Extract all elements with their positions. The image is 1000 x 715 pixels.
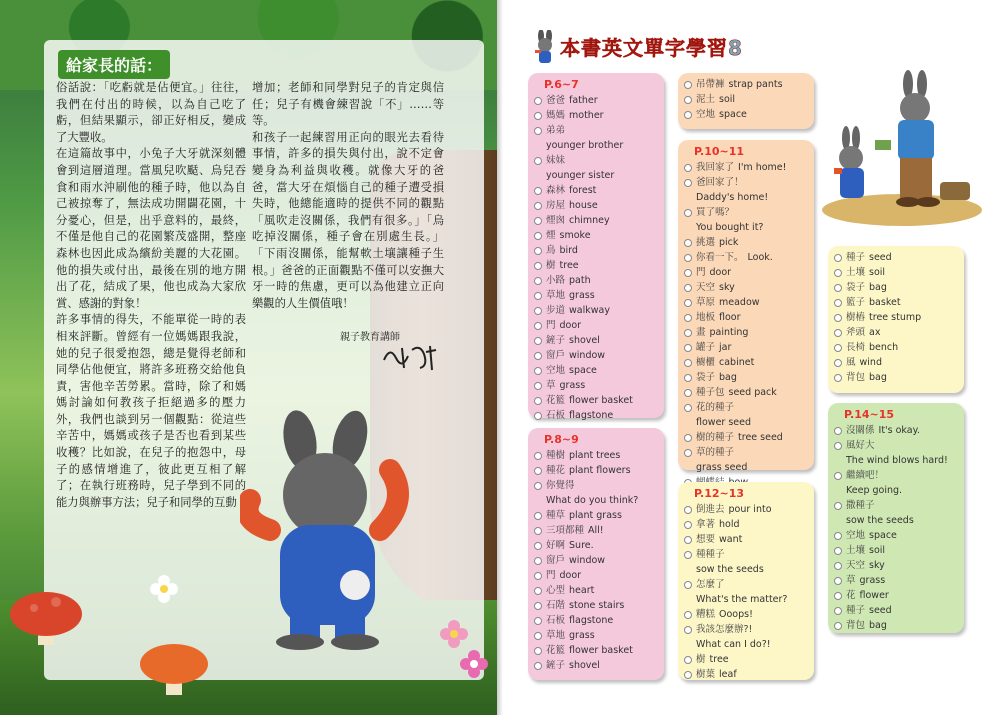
vocab-item: 石板 flagstone xyxy=(534,408,658,423)
vocab-item: 花的種子 flower seed xyxy=(684,400,808,430)
vocab-item: 天空 sky xyxy=(684,280,808,295)
vocab-item: 天空 sky xyxy=(834,558,958,573)
vocab-item: 弟弟 younger brother xyxy=(534,123,658,153)
vocab-item: 鏟子 shovel xyxy=(534,658,658,673)
vocab-item: 背包 bag xyxy=(834,618,958,633)
vocab-item: 窗戶 window xyxy=(534,348,658,363)
vocab-item: 三項都種 All! xyxy=(534,523,658,538)
vocab-item: 風 wind xyxy=(834,355,958,370)
vocab-item: 步道 walkway xyxy=(534,303,658,318)
vocab-item: 我回家了 I'm home! xyxy=(684,160,808,175)
vocab-item: 罐子 jar xyxy=(684,340,808,355)
vocab-item: 石階 stone stairs xyxy=(534,598,658,613)
vocab-item: 袋子 bag xyxy=(684,370,808,385)
vocab-item: 小路 path xyxy=(534,273,658,288)
vocab-item: 煙 smoke xyxy=(534,228,658,243)
page-range: P.12~13 xyxy=(694,487,745,500)
vocab-item: 媽媽 mother xyxy=(534,108,658,123)
vocab-item: 樹葉 leaf xyxy=(684,667,808,682)
left-page xyxy=(0,0,497,715)
vocab-item: 門 door xyxy=(684,265,808,280)
page-range: P.10~11 xyxy=(694,145,745,158)
vocab-item: 門 door xyxy=(534,318,658,333)
vocab-title xyxy=(560,32,743,61)
paragraph: 俗話說：「吃虧就是佔便宜。」往往，我們在付出的時候，以為自己吃了虧，但結果顯示，卻正好相反，變成了大豐收。 xyxy=(56,81,246,144)
vocab-item: 袋子 bag xyxy=(834,280,958,295)
vocab-item: 爸爸 father xyxy=(534,93,658,108)
paragraph: 和孩子一起練習用正向的眼光去看待事情，許多的損失與付出，說不定會變身為利益與收穫。就像大牙的爸爸，當大牙在煩惱自己的種子遭受損失時，他總能適時的提供不同的觀點「風吹走沒關係，我們有很多。」「烏吃掉沒關係，種子會在別處生長。」「下雨沒關係，能幫軟土壤讓種子生根。」爸爸的正面觀點不僅可以安撫大牙一時的焦慮，更可以為他建立正向樂觀的人生價值哦！ xyxy=(252,130,444,310)
vocab-item: 櫥櫃 cabinet xyxy=(684,355,808,370)
vocab-item: 花籃 flower basket xyxy=(534,643,658,658)
vocab-item: 背包 bag xyxy=(834,370,958,385)
vocab-item: 買了嗎？ You bought it? xyxy=(684,205,808,235)
paragraph: 增加；老師和同學對兒子的肯定與信任；兒子有機會練習說「不」……等等。 xyxy=(252,81,444,128)
page-range: P.8~9 xyxy=(544,433,579,446)
vocab-item: 撒種子 sow the seeds xyxy=(834,498,958,528)
vocab-item: 草 grass xyxy=(834,573,958,588)
vocab-item: 土壤 soil xyxy=(834,265,958,280)
flower-illustration xyxy=(460,650,488,678)
vocab-item: 空地 space xyxy=(834,528,958,543)
vocab-item: 好啊 Sure. xyxy=(534,538,658,553)
vocab-title-num: 8 xyxy=(728,36,743,60)
mushroom-illustration xyxy=(136,630,216,700)
rabbits-illustration xyxy=(820,70,985,230)
vocab-item: 樹 tree xyxy=(534,258,658,273)
vocab-list xyxy=(834,423,958,633)
vocab-item: 窗戶 window xyxy=(534,553,658,568)
flower-illustration xyxy=(150,575,178,603)
vocab-title-text: 本書英文單字學習 xyxy=(560,36,728,60)
vocab-item: 拿著 hold xyxy=(684,517,808,532)
vocab-card-p14-15 xyxy=(828,403,964,633)
vocab-item: 房屋 house xyxy=(534,198,658,213)
paragraph: 許多事情的得失，不能單從一時的表相來評斷。曾經有一位媽媽跟我說，她的兒子很愛抱怨，總是覺得老師和同學佔他便宜，將許多班務交給他負責，害他辛苦勞累。當時，除了和媽媽討論如何教孩子拒絕過多的壓力外，我們也談到另一個觀點：從這些辛苦中，媽媽或孩子是否也看到某些收穫？比如說，在兒子的抱怨中，母子的感情增進了，彼此更互相了解了；在執行班務時，兒子學到不同的能力與辦事方法；兒子和同學的互動 xyxy=(56,313,246,509)
vocab-item: 風好大 The wind blows hard! xyxy=(834,438,958,468)
vocab-item: 妹妹 younger sister xyxy=(534,153,658,183)
page-spine xyxy=(497,0,503,715)
vocab-item: 籃子 basket xyxy=(834,295,958,310)
vocab-item: 草原 meadow xyxy=(684,295,808,310)
vocab-item: 種子包 seed pack xyxy=(684,385,808,400)
vocab-item: 樹 tree xyxy=(684,652,808,667)
vocab-list xyxy=(834,250,958,385)
vocab-card-top xyxy=(678,73,814,129)
vocab-item: 土壤 soil xyxy=(834,543,958,558)
vocab-item: 心型 heart xyxy=(534,583,658,598)
text-column-1 xyxy=(56,80,246,511)
vocab-item: 空地 space xyxy=(684,107,808,122)
vocab-item: 糟糕 Ooops! xyxy=(684,607,808,622)
vocab-card-p10-11 xyxy=(678,140,814,473)
signature-image xyxy=(380,340,440,374)
vocab-item: 爸回家了！ Daddy's home! xyxy=(684,175,808,205)
vocab-item: 草的種子 grass seed xyxy=(684,445,808,475)
mushroom-illustration xyxy=(8,580,88,650)
vocab-item: 你看一下。 Look. xyxy=(684,250,808,265)
vocab-item: 種花 plant flowers xyxy=(534,463,658,478)
vocab-item: 草地 grass xyxy=(534,288,658,303)
vocab-item: 地板 floor xyxy=(684,310,808,325)
vocab-item: 泥土 soil xyxy=(684,92,808,107)
vocab-item: 我該怎麼辦?! What can I do?! xyxy=(684,622,808,652)
vocab-item: 煙囪 chimney xyxy=(534,213,658,228)
vocab-item: 草地 grass xyxy=(534,628,658,643)
vocab-list xyxy=(684,77,808,122)
parents-note-title: 給家長的話： xyxy=(58,50,170,79)
vocab-item: 石板 flagstone xyxy=(534,613,658,628)
vocab-item: 花籃 flower basket xyxy=(534,393,658,408)
vocab-item: 種子 seed xyxy=(834,603,958,618)
vocab-list xyxy=(534,93,658,423)
vocab-item: 倒進去 pour into xyxy=(684,502,808,517)
page-range: P.14~15 xyxy=(844,408,895,421)
vocab-item: 草 grass xyxy=(534,378,658,393)
vocab-item: 怎麼了 What's the matter? xyxy=(684,577,808,607)
vocab-item: 種樹 plant trees xyxy=(534,448,658,463)
vocab-item: 種子 seed xyxy=(834,250,958,265)
paragraph: 在這篇故事中，小兔子大牙就深刻體會到這層道理。當風兒吹颳、烏兒吞食和雨水沖刷他的種子時，他以為自己被掠奪了，無法成功開闢花園，十分憂心，但是，出乎意料的，最終，不僅是他自己的花園繁茂盛開，整座森林也因此成為繽紛美麗的大花園。他的損失或付出，最後在別的地方開出了花，結成了果，他也成為大家欣賞、感謝的對象！ xyxy=(56,147,246,310)
vocab-item: 森林 forest xyxy=(534,183,658,198)
vocab-card-right xyxy=(828,246,964,393)
vocab-item: 沒關係 It's okay. xyxy=(834,423,958,438)
vocab-item: 鳥 bird xyxy=(534,243,658,258)
flower-illustration xyxy=(440,620,468,648)
vocab-item: 長椅 bench xyxy=(834,340,958,355)
vocab-item: 吊帶褲 strap pants xyxy=(684,77,808,92)
vocab-item: 種草 plant grass xyxy=(534,508,658,523)
vocab-item: 你覺得 What do you think? xyxy=(534,478,658,508)
vocab-list xyxy=(684,160,808,490)
vocab-list xyxy=(534,448,658,673)
vocab-item: 鏟子 shovel xyxy=(534,333,658,348)
vocab-item: 門 door xyxy=(534,568,658,583)
vocab-card-p8-9 xyxy=(528,428,664,680)
text-column-2 xyxy=(252,80,444,312)
vocab-list xyxy=(684,502,808,682)
vocab-item: 樹的種子 tree seed xyxy=(684,430,808,445)
vocab-item: 花 flower xyxy=(834,588,958,603)
vocab-item: 挑選 pick xyxy=(684,235,808,250)
vocab-item: 斧頭 ax xyxy=(834,325,958,340)
vocab-item: 空地 space xyxy=(534,363,658,378)
vocab-item: 繼續吧！ Keep going. xyxy=(834,468,958,498)
vocab-item: 想要 want xyxy=(684,532,808,547)
rabbit-illustration xyxy=(240,410,420,650)
vocab-card-p6-7 xyxy=(528,73,664,421)
rabbit-mascot-icon xyxy=(530,30,560,66)
vocab-item: 種種子 sow the seeds xyxy=(684,547,808,577)
vocab-item: 畫 painting xyxy=(684,325,808,340)
vocab-item: 樹樁 tree stump xyxy=(834,310,958,325)
vocab-card-p12-13 xyxy=(678,482,814,680)
page-range: P.6~7 xyxy=(544,78,579,91)
signature-label: 親子教育講師 xyxy=(340,332,400,343)
